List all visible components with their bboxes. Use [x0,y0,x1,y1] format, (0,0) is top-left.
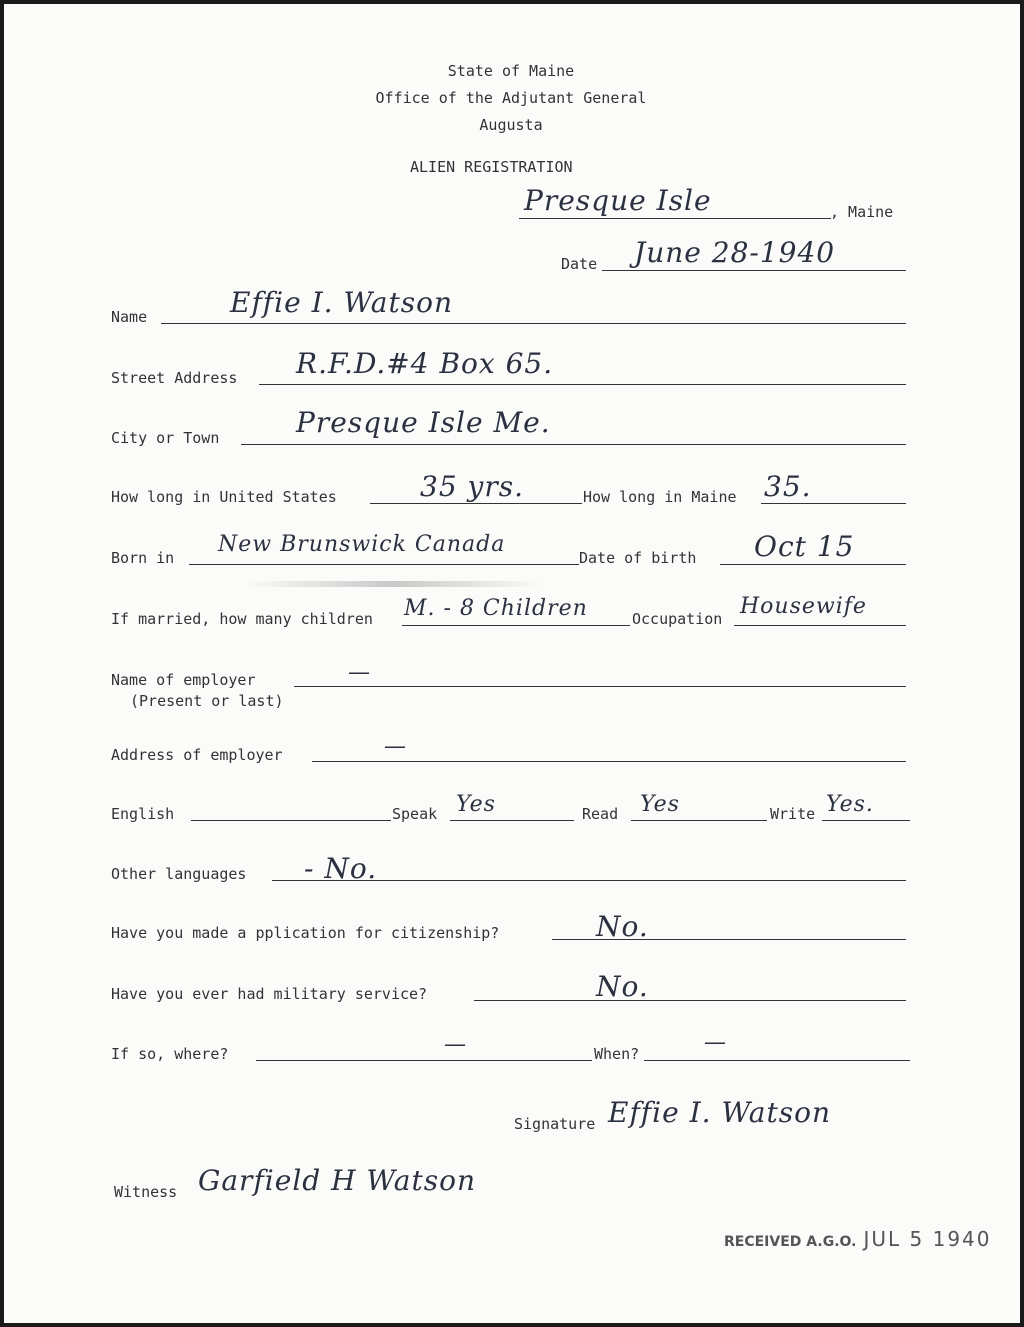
how-long-us-value: 35 yrs. [420,470,525,503]
married-children-value: M. - 8 Children [404,596,588,621]
write-line [822,820,910,821]
name-value: Effie I. Watson [230,286,454,319]
smudge-mark [244,581,544,587]
citizenship-label: Have you made a pplication for citizenship? [111,924,500,942]
occupation-value: Housewife [740,594,867,619]
employer-name-line [294,686,906,687]
date-of-birth-line [720,564,906,565]
other-languages-value: - No. [304,852,378,885]
date-label: Date [561,255,598,273]
received-stamp [724,1227,992,1251]
how-long-us-label: How long in United States [111,488,337,506]
military-label: Have you ever had military service? [111,985,428,1003]
header-state: State of Maine [447,62,575,80]
header-office: Office of the Adjutant General [375,89,647,107]
date-value: June 28-1940 [634,236,836,269]
married-children-label: If married, how many children [111,610,373,628]
place-line [519,218,831,219]
city-label: City or Town [111,429,220,447]
military-line [474,1000,906,1001]
street-address-value: R.F.D.#4 Box 65. [296,347,554,380]
how-long-us-line [370,503,582,504]
employer-name-sublabel: (Present or last) [130,692,284,710]
street-address-line [259,384,906,385]
place-suffix: , Maine [830,203,894,221]
witness-value: Garfield H Watson [198,1164,476,1197]
signature-value: Effie I. Watson [608,1096,832,1129]
english-line [191,820,391,821]
when-value: — [704,1030,727,1055]
employer-name-value: — [348,660,371,685]
city-line [241,444,906,445]
military-value: No. [596,970,649,1003]
speak-value: Yes [456,792,496,817]
how-long-maine-line [761,503,906,504]
when-line [644,1060,910,1061]
citizenship-value: No. [596,910,649,943]
born-in-line [189,564,579,565]
how-long-maine-value: 35. [764,470,812,503]
english-label: English [111,805,175,823]
other-languages-label: Other languages [111,865,247,883]
employer-address-label: Address of employer [111,746,283,764]
place-value: Presque Isle [524,184,712,217]
received-stamp-date: JUL 5 1940 [863,1227,992,1251]
witness-label: Witness [114,1183,178,1201]
write-value: Yes. [826,792,874,817]
employer-name-label: Name of employer [111,671,256,689]
city-value: Presque Isle Me. [296,406,551,439]
header-city: Augusta [479,116,543,134]
if-so-where-label: If so, where? [111,1045,229,1063]
occupation-label: Occupation [632,610,723,628]
read-label: Read [582,805,619,823]
read-value: Yes [640,792,680,817]
when-label: When? [594,1045,640,1063]
speak-label: Speak [392,805,438,823]
read-line [631,820,767,821]
how-long-maine-label: How long in Maine [583,488,737,506]
occupation-line [734,625,906,626]
write-label: Write [770,805,816,823]
married-children-line [402,625,630,626]
if-so-where-line [256,1060,592,1061]
date-of-birth-value: Oct 15 [754,530,855,563]
name-label: Name [111,308,148,326]
born-in-value: New Brunswick Canada [218,532,506,557]
date-of-birth-label: Date of birth [579,549,697,567]
employer-address-line [312,761,906,762]
signature-label: Signature [514,1115,596,1133]
street-address-label: Street Address [111,369,238,387]
speak-line [450,820,574,821]
name-line [161,323,906,324]
received-stamp-text: RECEIVED A.G.O. [724,1234,857,1250]
if-so-where-value: — [444,1032,467,1057]
born-in-label: Born in [111,549,175,567]
employer-address-value: — [384,734,407,759]
registration-form-page [4,4,1020,1323]
form-title: ALIEN REGISTRATION [410,158,573,176]
date-line [602,270,906,271]
